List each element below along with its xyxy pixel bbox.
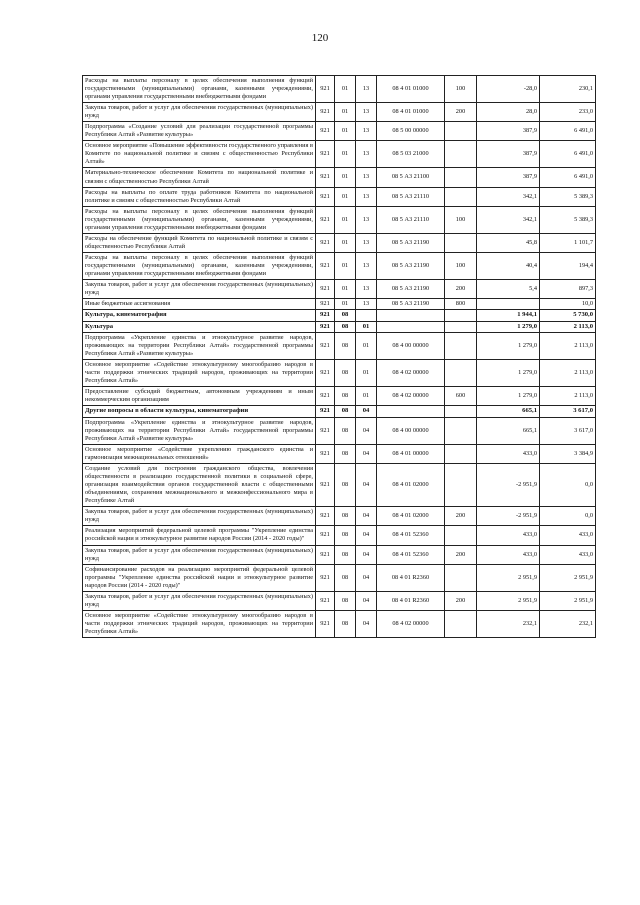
ved-code-cell: 921 [316,464,335,507]
ved-code-cell: 921 [316,545,335,564]
amount-change-cell: 387,9 [477,168,540,187]
expense-type-cell [445,610,477,637]
row-name-cell: Реализация мероприятий федеральной целевой программы "Укрепление единства российской нации и этнокультурное развитие народов России (2014 - 2020 годы)" [83,526,316,545]
amount-total-cell: 5 389,3 [540,187,596,206]
section-code-cell: 08 [335,310,356,321]
subsection-code-cell: 13 [356,141,377,168]
section-code-cell: 01 [335,103,356,122]
target-article-cell: 08 5 А3 21190 [377,233,445,252]
expense-type-cell: 200 [445,280,477,299]
target-article-cell: 08 4 01 52360 [377,526,445,545]
target-article-cell: 08 5 А3 21110 [377,187,445,206]
amount-change-cell: 387,9 [477,122,540,141]
amount-total-cell: 897,3 [540,280,596,299]
amount-change-cell: 45,8 [477,233,540,252]
budget-table [82,75,596,638]
amount-change-cell: -2 951,9 [477,507,540,526]
target-article-cell: 08 4 02 00000 [377,387,445,406]
subsection-code-cell: 13 [356,168,377,187]
row-name-cell: Закупка товаров, работ и услуг для обеспечения государственных (муниципальных) нужд [83,103,316,122]
expense-type-cell [445,445,477,464]
amount-total-cell: 2 951,9 [540,564,596,591]
amount-total-cell: 0,0 [540,464,596,507]
target-article-cell: 08 4 01 02000 [377,464,445,507]
target-article-cell: 08 4 00 00000 [377,333,445,360]
target-article-cell: 08 4 01 01000 [377,103,445,122]
table-row [83,564,596,591]
table-row [83,252,596,279]
amount-change-cell: 433,0 [477,545,540,564]
section-code-cell: 08 [335,610,356,637]
budget-table-body [83,76,596,638]
row-name-cell: Подпрограмма «Укрепление единства и этнокультурное развитие народов, проживающих на территории Республики Алтай» государственной программы Республики Алтай «Развитие культуры» [83,417,316,444]
amount-total-cell: 3 384,9 [540,445,596,464]
ved-code-cell: 921 [316,445,335,464]
subsection-code-cell: 04 [356,464,377,507]
ved-code-cell: 921 [316,76,335,103]
target-article-cell: 08 4 01 01000 [377,76,445,103]
table-row [83,122,596,141]
section-code-cell: 01 [335,206,356,233]
section-code-cell: 08 [335,406,356,417]
ved-code-cell: 921 [316,360,335,387]
ved-code-cell: 921 [316,299,335,310]
section-code-cell: 08 [335,445,356,464]
table-row [83,526,596,545]
amount-change-cell: 1 279,0 [477,387,540,406]
ved-code-cell: 921 [316,310,335,321]
amount-change-cell: 342,1 [477,187,540,206]
amount-total-cell: 10,0 [540,299,596,310]
ved-code-cell: 921 [316,591,335,610]
section-code-cell: 08 [335,507,356,526]
table-row [83,464,596,507]
ved-code-cell: 921 [316,103,335,122]
table-row [83,141,596,168]
amount-change-cell: 433,0 [477,526,540,545]
target-article-cell: 08 4 02 00000 [377,360,445,387]
target-article-cell: 08 4 01 R2360 [377,591,445,610]
subsection-code-cell: 04 [356,610,377,637]
table-row [83,206,596,233]
subsection-code-cell: 01 [356,387,377,406]
expense-type-cell [445,233,477,252]
row-name-cell: Расходы на выплаты персоналу в целях обеспечения выполнения функций государственными (муниципальными) органами, казенными учреждениями, органами управления государственными внебюджетными фондами [83,206,316,233]
amount-change-cell: 1 279,0 [477,333,540,360]
subsection-code-cell: 04 [356,526,377,545]
subsection-code-cell [356,310,377,321]
amount-total-cell: 433,0 [540,545,596,564]
row-name-cell: Расходы на выплаты персоналу в целях обеспечения выполнения функций государственными (муниципальными) органами, казенными учреждениями, органами управления государственными внебюджетными фондами [83,252,316,279]
table-row [83,103,596,122]
row-name-cell: Закупка товаров, работ и услуг для обеспечения государственных (муниципальных) нужд [83,545,316,564]
table-row [83,445,596,464]
section-code-cell: 08 [335,545,356,564]
section-code-cell: 01 [335,252,356,279]
expense-type-cell [445,333,477,360]
target-article-cell [377,321,445,332]
section-code-cell: 08 [335,360,356,387]
target-article-cell: 08 5 00 00000 [377,122,445,141]
row-name-cell: Софинансирование расходов на реализацию мероприятий федеральной целевой программы "Укрепление единства российской нации и этнокультурное развитие народов России (2014 - 2020 годы)" [83,564,316,591]
expense-type-cell: 200 [445,103,477,122]
subsection-code-cell: 13 [356,299,377,310]
section-code-cell: 01 [335,280,356,299]
row-name-cell: Подпрограмма «Укрепление единства и этнокультурное развитие народов, проживающих на территории Республики Алтай» государственной программы Республики Алтай «Развитие культуры» [83,333,316,360]
target-article-cell: 08 5 А3 21110 [377,206,445,233]
subsection-code-cell: 13 [356,252,377,279]
target-article-cell: 08 4 01 02000 [377,507,445,526]
amount-change-cell: -28,0 [477,76,540,103]
subsection-code-cell: 13 [356,103,377,122]
ved-code-cell: 921 [316,564,335,591]
subsection-code-cell: 13 [356,187,377,206]
table-row [83,187,596,206]
amount-change-cell: 342,1 [477,206,540,233]
row-name-cell: Создание условий для построения гражданского общества, вовлечения общественности в реализацию государственной политики в социальной сфере, организация взаимодействия органов государственной власти с общественными объединениями, сохранения межнационального и межконфессионального мира в Республике Алтай [83,464,316,507]
table-row [83,360,596,387]
amount-total-cell: 2 113,0 [540,333,596,360]
expense-type-cell [445,310,477,321]
section-code-cell: 08 [335,321,356,332]
section-code-cell: 08 [335,464,356,507]
amount-change-cell: 433,0 [477,445,540,464]
target-article-cell: 08 5 А3 21190 [377,280,445,299]
row-name-cell: Культура, кинематография [83,310,316,321]
table-row [83,333,596,360]
section-code-cell: 08 [335,591,356,610]
subsection-code-cell: 04 [356,445,377,464]
target-article-cell: 08 4 01 52360 [377,545,445,564]
section-code-cell: 01 [335,168,356,187]
expense-type-cell [445,526,477,545]
expense-type-cell: 800 [445,299,477,310]
table-row [83,299,596,310]
row-name-cell: Расходы на выплаты по оплате труда работников Комитета по национальной политике и связям с общественностью Республики Алтай [83,187,316,206]
row-name-cell: Закупка товаров, работ и услуг для обеспечения государственных (муниципальных) нужд [83,507,316,526]
table-row [83,76,596,103]
table-row [83,545,596,564]
target-article-cell [377,310,445,321]
table-row [83,233,596,252]
amount-total-cell: 2 113,0 [540,360,596,387]
ved-code-cell: 921 [316,387,335,406]
row-name-cell: Основное мероприятие «Содействие этнокультурному многообразию народов в части поддержки этнических традиций народов, проживающих на территории Республики Алтай» [83,610,316,637]
target-article-cell: 08 5 03 21000 [377,141,445,168]
section-code-cell: 08 [335,333,356,360]
target-article-cell: 08 4 01 00000 [377,445,445,464]
subsection-code-cell: 01 [356,360,377,387]
expense-type-cell: 100 [445,76,477,103]
amount-change-cell: 1 279,0 [477,360,540,387]
page-number: 120 [311,32,329,44]
expense-type-cell: 200 [445,545,477,564]
row-name-cell: Основное мероприятие «Содействие укреплению гражданского единства и гармонизация межнациональных отношений» [83,445,316,464]
expense-type-cell [445,141,477,168]
amount-total-cell: 0,0 [540,507,596,526]
row-name-cell: Закупка товаров, работ и услуг для обеспечения государственных (муниципальных) нужд [83,591,316,610]
expense-type-cell: 100 [445,206,477,233]
ved-code-cell: 921 [316,610,335,637]
section-code-cell: 08 [335,564,356,591]
amount-change-cell [477,299,540,310]
section-code-cell: 01 [335,76,356,103]
amount-change-cell: 2 951,9 [477,564,540,591]
amount-change-cell: 1 944,1 [477,310,540,321]
table-row [83,417,596,444]
amount-total-cell: 1 101,7 [540,233,596,252]
section-code-cell: 08 [335,387,356,406]
amount-change-cell: 665,1 [477,417,540,444]
amount-total-cell: 232,1 [540,610,596,637]
amount-total-cell: 6 491,0 [540,168,596,187]
amount-total-cell: 2 113,0 [540,321,596,332]
amount-total-cell: 230,1 [540,76,596,103]
row-name-cell: Культура [83,321,316,332]
subsection-code-cell: 13 [356,122,377,141]
amount-change-cell: 2 951,9 [477,591,540,610]
amount-total-cell: 2 951,9 [540,591,596,610]
table-row [83,321,596,332]
ved-code-cell: 921 [316,280,335,299]
ved-code-cell: 921 [316,417,335,444]
expense-type-cell [445,417,477,444]
subsection-code-cell: 04 [356,507,377,526]
subsection-code-cell: 04 [356,545,377,564]
row-name-cell: Подпрограмма «Создание условий для реализации государственной программы Республики Алтай «Развитие культуры» [83,122,316,141]
section-code-cell: 01 [335,299,356,310]
amount-change-cell: 665,1 [477,406,540,417]
subsection-code-cell: 04 [356,564,377,591]
amount-change-cell: 28,0 [477,103,540,122]
amount-change-cell: 232,1 [477,610,540,637]
row-name-cell: Другие вопросы в области культуры, кинематографии [83,406,316,417]
ved-code-cell: 921 [316,122,335,141]
expense-type-cell [445,187,477,206]
expense-type-cell [445,321,477,332]
target-article-cell: 08 5 А3 21190 [377,252,445,279]
amount-total-cell: 6 491,0 [540,141,596,168]
subsection-code-cell: 13 [356,280,377,299]
expense-type-cell [445,168,477,187]
table-row [83,310,596,321]
row-name-cell: Закупка товаров, работ и услуг для обеспечения государственных (муниципальных) нужд [83,280,316,299]
amount-change-cell: 387,9 [477,141,540,168]
ved-code-cell: 921 [316,321,335,332]
amount-total-cell: 233,0 [540,103,596,122]
subsection-code-cell: 13 [356,233,377,252]
section-code-cell: 01 [335,141,356,168]
amount-total-cell: 433,0 [540,526,596,545]
row-name-cell: Основное мероприятие «Содействие этнокультурному многообразию народов в части поддержки этнических традиций народов, проживающих на территории Республики Алтай» [83,360,316,387]
subsection-code-cell: 13 [356,206,377,233]
expense-type-cell [445,564,477,591]
table-row [83,168,596,187]
ved-code-cell: 921 [316,141,335,168]
table-row [83,610,596,637]
expense-type-cell: 200 [445,507,477,526]
section-code-cell: 01 [335,187,356,206]
table-row [83,591,596,610]
section-code-cell: 08 [335,526,356,545]
amount-total-cell: 194,4 [540,252,596,279]
row-name-cell: Расходы на обеспечение функций Комитета по национальной политике и связям с общественностью Республики Алтай [83,233,316,252]
row-name-cell: Предоставление субсидий бюджетным, автономным учреждениям и иным некоммерческим организациям [83,387,316,406]
expense-type-cell [445,464,477,507]
subsection-code-cell: 04 [356,406,377,417]
ved-code-cell: 921 [316,233,335,252]
ved-code-cell: 921 [316,406,335,417]
target-article-cell: 08 4 01 R2360 [377,564,445,591]
subsection-code-cell: 01 [356,321,377,332]
subsection-code-cell: 13 [356,76,377,103]
amount-total-cell: 3 617,0 [540,406,596,417]
expense-type-cell: 200 [445,591,477,610]
table-row [83,406,596,417]
section-code-cell: 01 [335,233,356,252]
ved-code-cell: 921 [316,168,335,187]
ved-code-cell: 921 [316,333,335,360]
row-name-cell: Материально-техническое обеспечение Комитета по национальной политике и связям с общественностью Республики Алтай [83,168,316,187]
section-code-cell: 01 [335,122,356,141]
amount-total-cell: 5 389,3 [540,206,596,233]
target-article-cell: 08 5 А3 21190 [377,299,445,310]
amount-change-cell: 5,4 [477,280,540,299]
target-article-cell: 08 5 А3 21100 [377,168,445,187]
expense-type-cell: 600 [445,387,477,406]
amount-total-cell: 6 491,0 [540,122,596,141]
ved-code-cell: 921 [316,206,335,233]
target-article-cell [377,406,445,417]
row-name-cell: Расходы на выплаты персоналу в целях обеспечения выполнения функций государственными (муниципальными) органами, казенными учреждениями, органами управления государственными внебюджетными фондами [83,76,316,103]
amount-change-cell: 40,4 [477,252,540,279]
ved-code-cell: 921 [316,252,335,279]
table-row [83,507,596,526]
table-row [83,280,596,299]
section-code-cell: 08 [335,417,356,444]
expense-type-cell [445,360,477,387]
expense-type-cell [445,122,477,141]
amount-total-cell: 2 113,0 [540,387,596,406]
subsection-code-cell: 04 [356,591,377,610]
row-name-cell: Иные бюджетные ассигнования [83,299,316,310]
expense-type-cell [445,406,477,417]
table-row [83,387,596,406]
amount-change-cell: 1 279,0 [477,321,540,332]
ved-code-cell: 921 [316,507,335,526]
ved-code-cell: 921 [316,526,335,545]
row-name-cell: Основное мероприятие «Повышение эффективности государственного управления в Комитете по национальной политике и связям с общественностью Республики Алтай» [83,141,316,168]
target-article-cell: 08 4 00 00000 [377,417,445,444]
amount-change-cell: -2 951,9 [477,464,540,507]
expense-type-cell: 100 [445,252,477,279]
ved-code-cell: 921 [316,187,335,206]
subsection-code-cell: 01 [356,333,377,360]
subsection-code-cell: 04 [356,417,377,444]
amount-total-cell: 5 730,0 [540,310,596,321]
target-article-cell: 08 4 02 00000 [377,610,445,637]
amount-total-cell: 3 617,0 [540,417,596,444]
